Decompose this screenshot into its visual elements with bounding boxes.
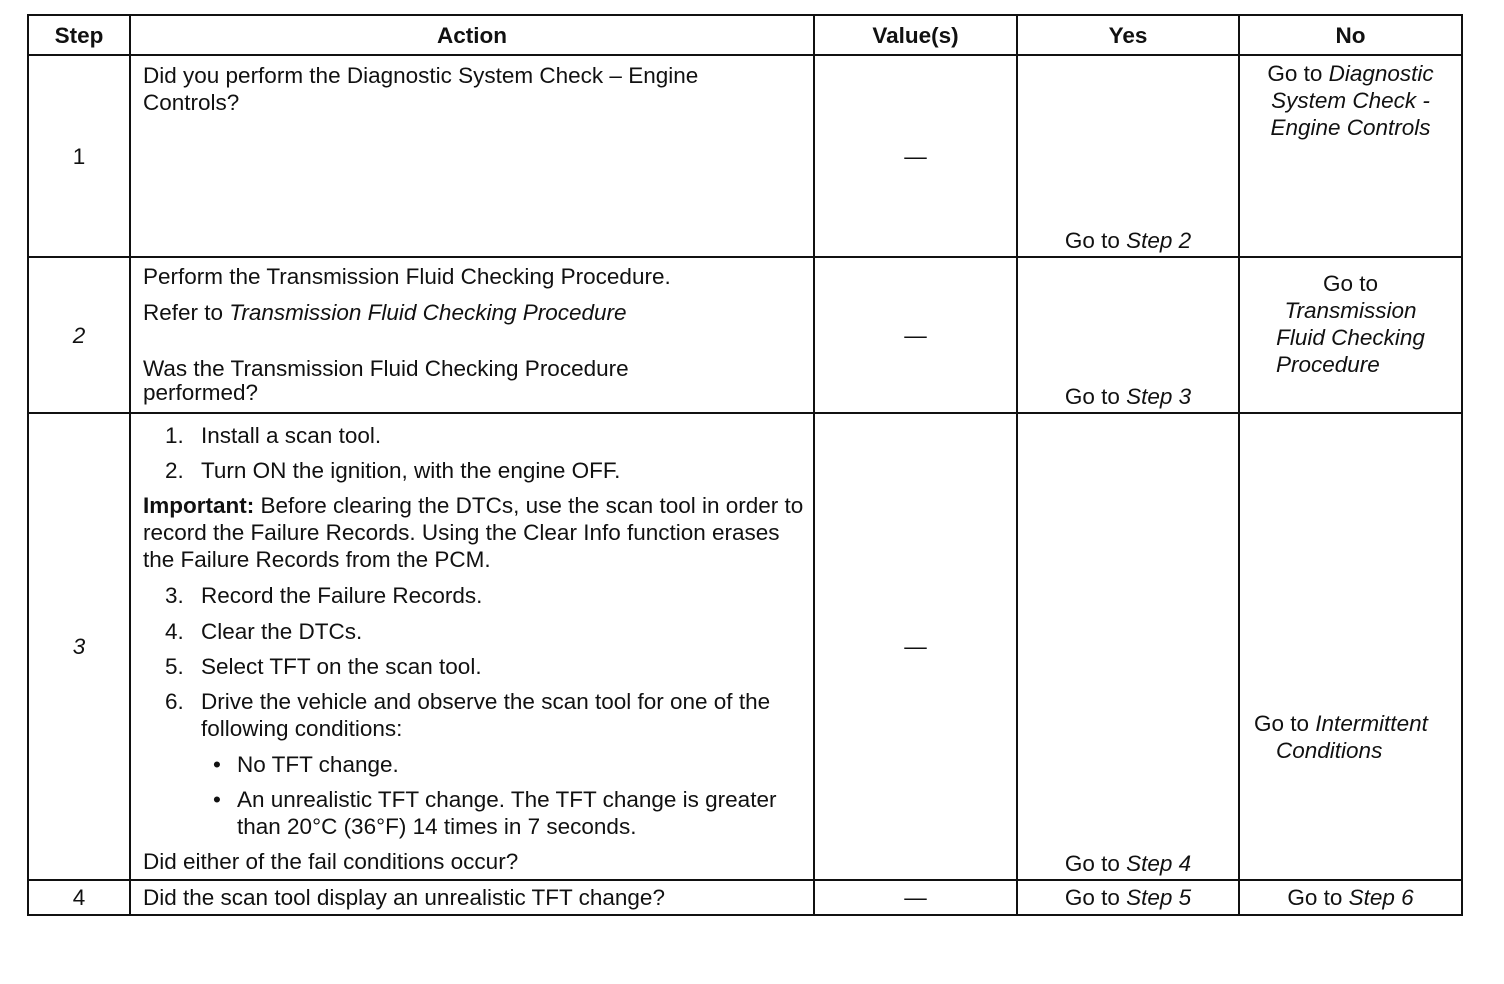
no-link[interactable]: Intermittent [1315, 711, 1428, 736]
yes-link[interactable]: Step 5 [1126, 885, 1192, 910]
no-link[interactable]: Transmission [1284, 298, 1417, 323]
list-item: 1. Install a scan tool. [165, 423, 382, 448]
action-question: Did either of the fail conditions occur? [143, 849, 519, 874]
procedure-steps [143, 582, 805, 742]
no-prefix: Go to [1287, 885, 1349, 910]
yes-cell [1017, 413, 1239, 880]
no-cell [1239, 55, 1462, 257]
value-cell: — [814, 880, 1017, 915]
no-link[interactable]: System Check - [1271, 88, 1430, 113]
table-row-step-3 [28, 413, 1462, 880]
no-cell [1239, 257, 1462, 413]
no-prefix: Go to [1254, 711, 1316, 736]
header-action: Action [130, 15, 814, 55]
yes-prefix: Go to [1064, 228, 1127, 253]
no-link[interactable]: Procedure [1276, 352, 1380, 377]
list-item: • No TFT change. [213, 752, 399, 777]
header-step: Step [28, 15, 130, 55]
step-number: 3 [28, 413, 130, 880]
list-item: 3. Record the Failure Records. [165, 583, 483, 608]
step-number: 4 [28, 880, 130, 915]
list-item: 5. Select TFT on the scan tool. [165, 654, 482, 679]
action-text: Perform the Transmission Fluid Checking Procedure. [143, 264, 671, 289]
no-prefix: Go to [1322, 271, 1379, 296]
important-note: Important: Before clearing the DTCs, use the scan tool in order to record the Failure Records. Using the Clear Info function erases the Failure Records from the PCM. [143, 493, 804, 572]
action-text-line: performed? [143, 380, 259, 405]
list-item: 6. Drive the vehicle and observe the scan tool for one of the following conditions: [165, 689, 771, 741]
yes-link[interactable]: Step 4 [1126, 851, 1192, 876]
list-item: 4. Clear the DTCs. [165, 619, 363, 644]
no-cell [1239, 880, 1462, 915]
action-text-line: Was the Transmission Fluid Checking Procedure [143, 356, 629, 381]
table-row-step-1 [28, 55, 1462, 257]
header-row [28, 15, 1462, 55]
header-no: No [1239, 15, 1462, 55]
condition-bullets [143, 751, 805, 840]
yes-prefix: Go to [1064, 851, 1127, 876]
yes-cell [1017, 55, 1239, 257]
no-link[interactable]: Conditions [1276, 738, 1383, 763]
value-cell: — [814, 257, 1017, 413]
no-link[interactable]: Engine Controls [1270, 115, 1431, 140]
value-cell: — [814, 55, 1017, 257]
step-number: 1 [28, 55, 130, 257]
action-cell [130, 55, 814, 257]
value-cell: — [814, 413, 1017, 880]
yes-cell [1017, 880, 1239, 915]
yes-link[interactable]: Step 2 [1126, 228, 1192, 253]
no-link[interactable]: Diagnostic [1328, 61, 1434, 86]
no-prefix: Go to [1267, 61, 1329, 86]
yes-prefix: Go to [1064, 885, 1127, 910]
table-row-step-2 [28, 257, 1462, 413]
yes-cell [1017, 257, 1239, 413]
yes-link[interactable]: Step 3 [1126, 384, 1192, 409]
table-row-step-4 [28, 880, 1462, 915]
no-link[interactable]: Step 6 [1348, 885, 1414, 910]
header-yes: Yes [1017, 15, 1239, 55]
yes-prefix: Go to [1064, 384, 1127, 409]
action-text-line: Controls? [143, 90, 240, 115]
no-cell [1239, 413, 1462, 880]
procedure-link[interactable]: Transmission Fluid Checking Procedure [229, 300, 627, 325]
action-text: Refer to [143, 300, 230, 325]
action-text-line: Did you perform the Diagnostic System Check – Engine [143, 63, 699, 88]
list-item: 2. Turn ON the ignition, with the engine OFF. [165, 458, 621, 483]
diagnostic-table [27, 14, 1463, 916]
action-cell [130, 257, 814, 413]
list-item: • An unrealistic TFT change. The TFT change is greater than 20°C (36°F) 14 times in 7 seconds. [213, 787, 777, 839]
step-number: 2 [28, 257, 130, 413]
action-cell: Did the scan tool display an unrealistic TFT change? [130, 880, 814, 915]
no-link[interactable]: Fluid Checking [1276, 325, 1425, 350]
header-values: Value(s) [814, 15, 1017, 55]
procedure-steps [143, 422, 805, 484]
action-cell [130, 413, 814, 880]
